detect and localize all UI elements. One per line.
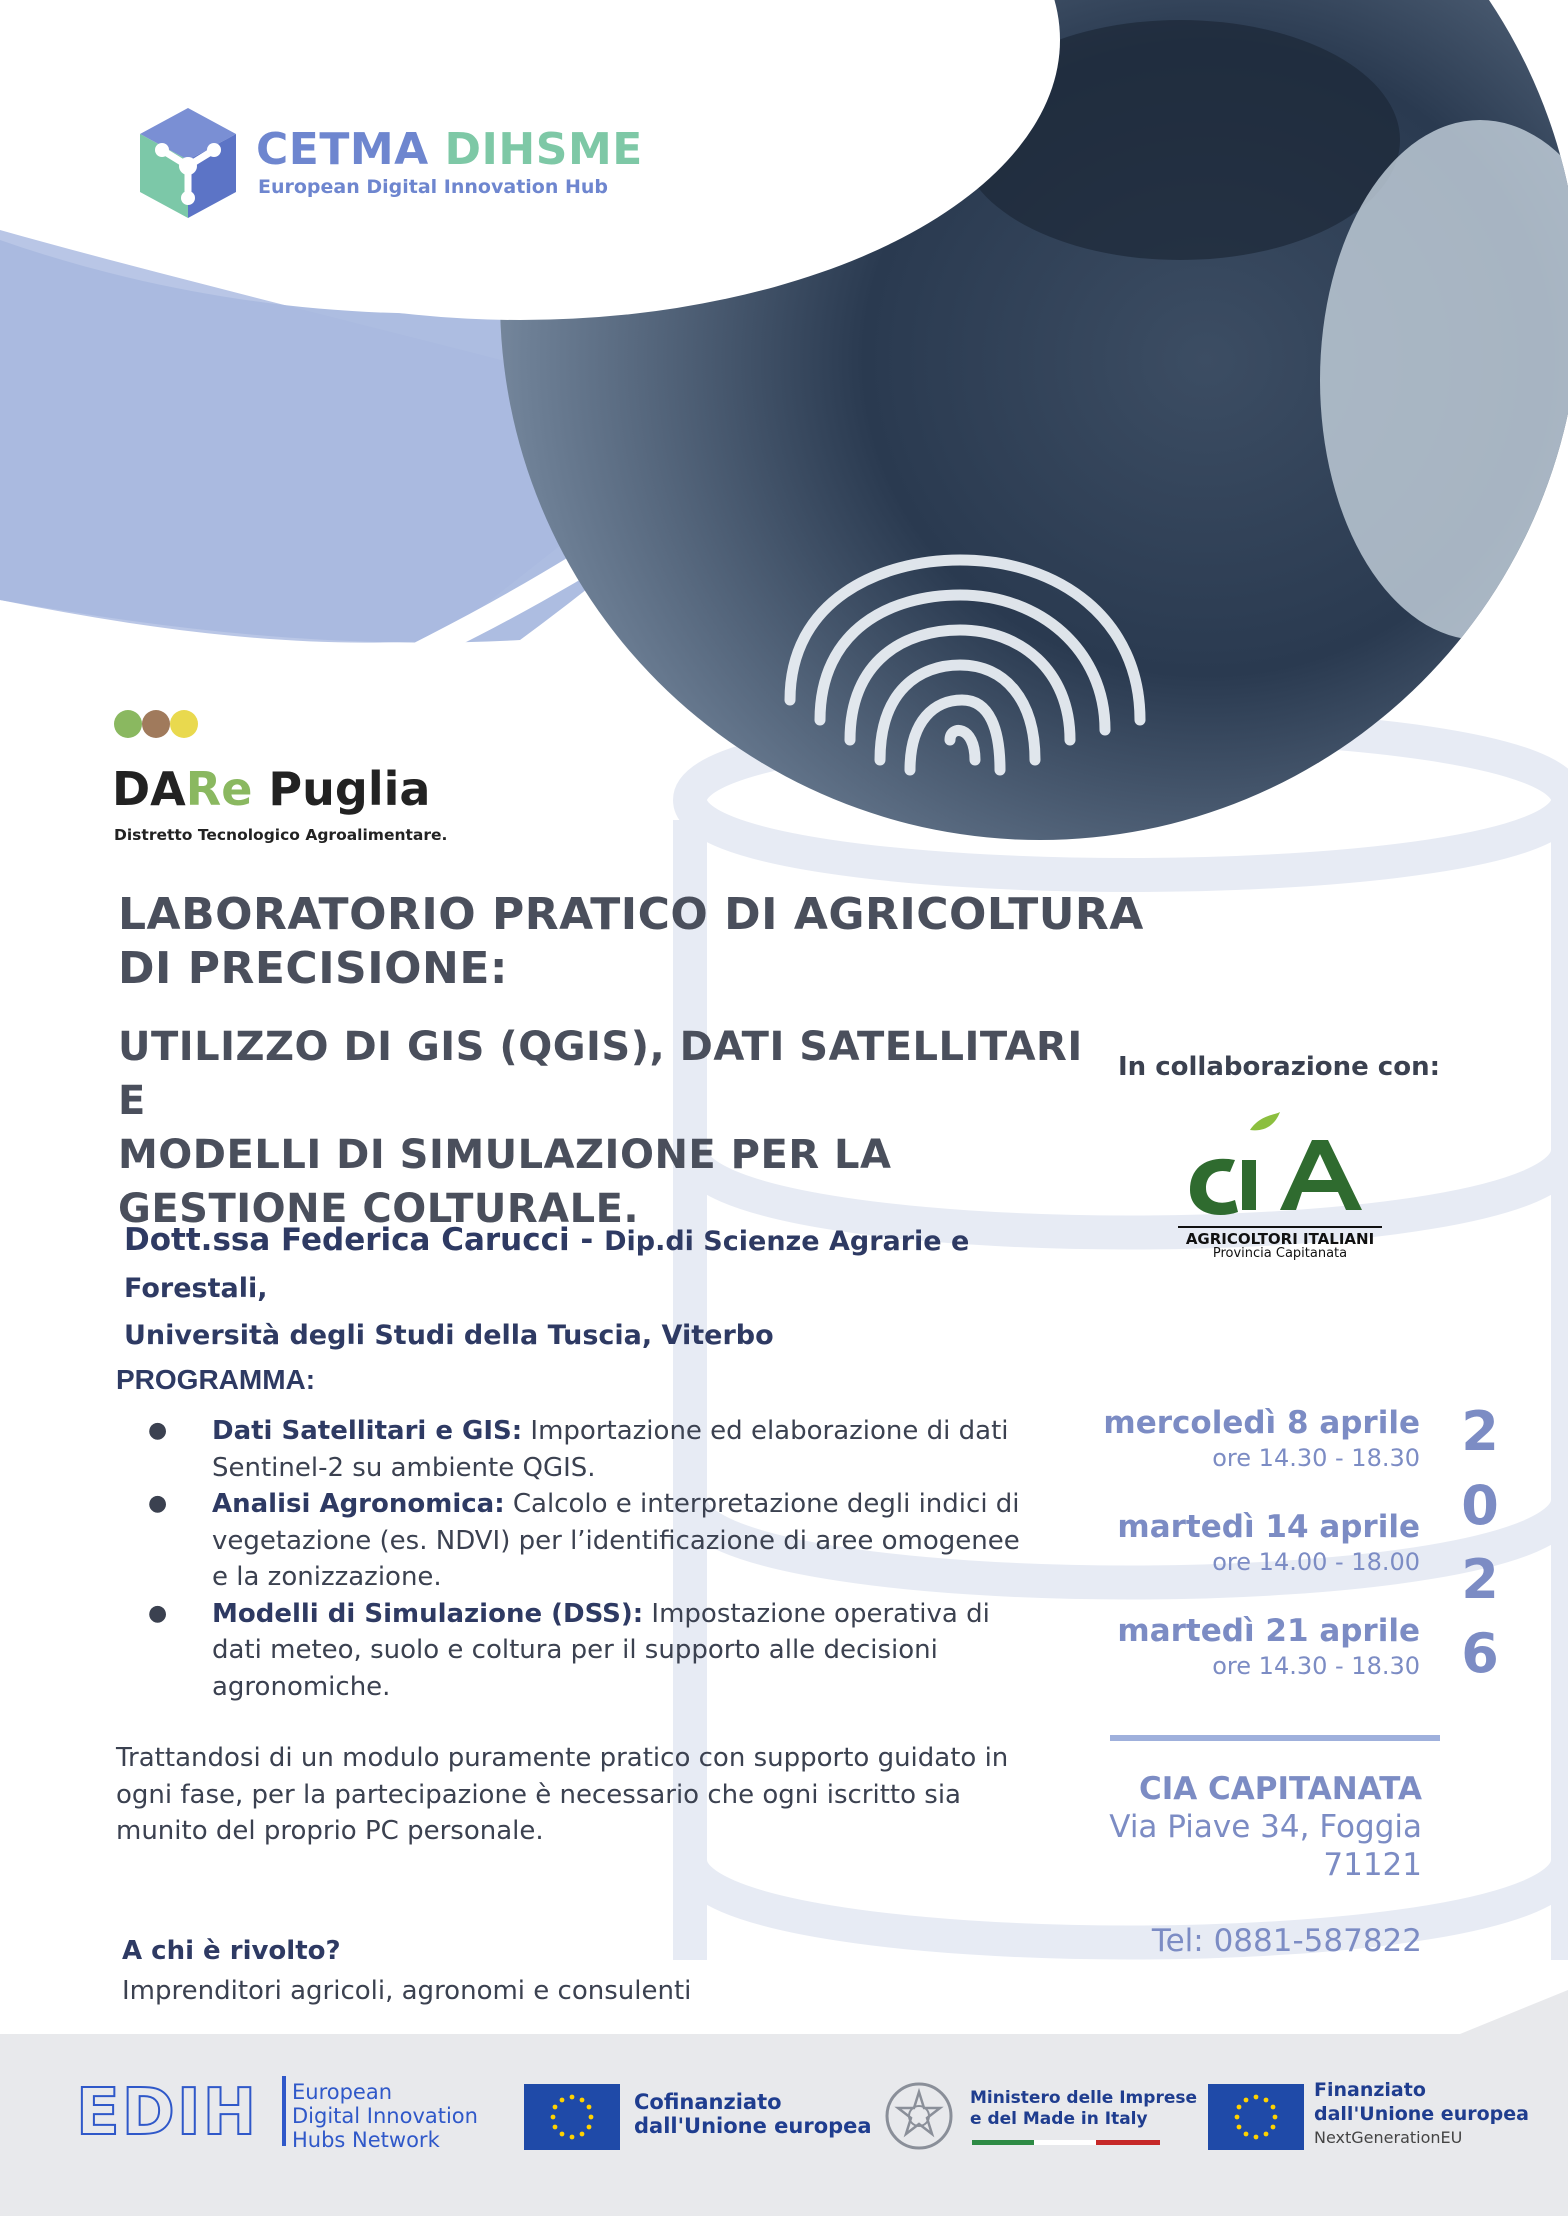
date-day: martedì 14 aprile <box>1117 1509 1420 1545</box>
italy-flag-stripe <box>972 2140 1160 2145</box>
venue-name: CIA CAPITANATA <box>1138 1771 1422 1807</box>
cia-logo <box>1180 1110 1380 1260</box>
audience-text: Imprenditori agricoli, agronomi e consulenti <box>122 1976 692 2006</box>
italy-emblem-icon <box>884 2078 954 2154</box>
venue-block <box>1109 1770 1422 1884</box>
schedule-date-3 <box>1117 1612 1420 1682</box>
venue-phone: Tel: 0881-587822 <box>1151 1923 1422 1959</box>
edih-text <box>292 2080 478 2152</box>
eu-flag-icon <box>1208 2084 1304 2150</box>
cia-leaf-icon <box>1180 1110 1380 1220</box>
date-day: mercoledì 8 aprile <box>1103 1405 1420 1441</box>
subtitle-line-2: MODELLI DI SIMULAZIONE PER LA <box>118 1132 892 1178</box>
year-digit: 2 <box>1461 1400 1499 1463</box>
program-item-title: Modelli di Simulazione (DSS): <box>212 1598 644 1629</box>
collaboration-label: In collaborazione con: <box>1117 1052 1440 1082</box>
list-item <box>140 1413 1020 1486</box>
requirements-note: Trattandosi di un modulo puramente pratico con supporto guidato in ogni fase, per la partecipazione è necessario che ogni iscritto sia munito del proprio PC personale. <box>116 1743 1009 1846</box>
divider <box>1110 1735 1440 1741</box>
schedule-date-2 <box>1117 1508 1420 1578</box>
dare-name-re: Re <box>185 762 253 816</box>
speaker-block <box>124 1218 1084 1358</box>
date-hours: ore 14.30 - 18.30 <box>1212 1444 1420 1472</box>
program-heading: PROGRAMMA: <box>116 1364 316 1395</box>
dare-name-da: DA <box>112 762 186 816</box>
finanziato-text <box>1314 2078 1529 2150</box>
program-item-text: Calcolo e interpretazione degli indici di vegetazione (es. NDVI) per l’identificazione di aree omogenee e la zonizzazione. <box>212 1489 1020 1592</box>
subtitle-line-1: UTILIZZO DI GIS (QGIS), DATI SATELLITARI E <box>118 1024 1083 1124</box>
year-digit: 6 <box>1461 1622 1499 1685</box>
dihsme-wordmark: DIHSME <box>444 124 643 175</box>
venue-zip: 71121 <box>1323 1847 1422 1883</box>
date-hours: ore 14.00 - 18.00 <box>1212 1548 1420 1576</box>
cofinanziato-text <box>634 2090 872 2138</box>
finanziato-line: dall'Unione europea <box>1314 2103 1529 2125</box>
date-hours: ore 14.30 - 18.30 <box>1212 1652 1420 1680</box>
cetma-cube-icon <box>136 106 240 220</box>
audience-heading: A chi è rivolto? <box>122 1936 341 1966</box>
page-title <box>118 888 1218 996</box>
program-item-title: Dati Satellitari e GIS: <box>212 1416 523 1446</box>
cofin-line: dall'Unione europea <box>634 2114 872 2138</box>
ministero-text <box>970 2088 1197 2130</box>
finanziato-line: Finanziato <box>1314 2079 1426 2101</box>
edih-logo: EDIH <box>76 2076 259 2150</box>
dare-dots-icon <box>112 708 202 740</box>
footer-logos <box>0 2034 1568 2216</box>
edih-text-line: European <box>292 2080 393 2104</box>
year-digit: 2 <box>1461 1548 1499 1611</box>
edih-text-line: Digital Innovation <box>292 2104 478 2128</box>
cia-line-1: AGRICOLTORI ITALIANI <box>1178 1226 1382 1248</box>
next-generation-eu: NextGenerationEU <box>1314 2128 1463 2147</box>
list-item <box>140 1486 1020 1596</box>
ministero-line: Ministero delle Imprese <box>970 2088 1198 2108</box>
schedule-date-1 <box>1103 1404 1420 1474</box>
cia-line-2: Provincia Capitanata <box>1212 1246 1348 1261</box>
edih-divider <box>282 2076 286 2146</box>
venue-street: Via Piave 34, Foggia <box>1109 1809 1422 1845</box>
speaker-university: Università degli Studi della Tuscia, Viterbo <box>124 1320 774 1351</box>
program-item-title: Analisi Agronomica: <box>212 1489 505 1519</box>
cetma-wordmark: CETMA <box>256 124 429 175</box>
speaker-name: Dott.ssa Federica Carucci - <box>124 1222 605 1258</box>
date-day: martedì 21 aprile <box>1117 1613 1420 1649</box>
subtitle-line-3: GESTIONE COLTURALE. <box>118 1186 640 1232</box>
cetma-subtitle: European Digital Innovation Hub <box>258 176 609 198</box>
cetma-logo <box>136 106 643 226</box>
dare-tagline: Distretto Tecnologico Agroalimentare. <box>114 826 448 844</box>
title-line-2: DI PRECISIONE: <box>118 943 509 994</box>
bullet-icon: ● <box>148 1418 168 1443</box>
dare-puglia-logo <box>112 708 452 848</box>
eu-flag-icon <box>524 2084 620 2150</box>
ministero-line: e del Made in Italy <box>970 2109 1148 2129</box>
program-item-text: Impostazione operativa di dati meteo, suolo e coltura per il supporto alle decisioni agronomiche. <box>212 1598 990 1702</box>
cofin-line: Cofinanziato <box>634 2090 782 2114</box>
bullet-icon: ● <box>148 1491 168 1516</box>
list-item <box>140 1596 1020 1706</box>
speaker-department: Dip.di Scienze Agrarie e Forestali, <box>124 1226 970 1304</box>
bullet-icon: ● <box>148 1600 168 1626</box>
year-digit: 0 <box>1461 1474 1499 1537</box>
dare-name-puglia: Puglia <box>252 762 431 816</box>
title-line-1: LABORATORIO PRATICO DI AGRICOLTURA <box>118 889 1144 940</box>
program-item-text: Importazione ed elaborazione di dati Sentinel-2 su ambiente QGIS. <box>212 1416 1009 1483</box>
program-list <box>140 1413 1020 1705</box>
edih-text-line: Hubs Network <box>292 2128 440 2152</box>
page-subtitle <box>118 1020 1118 1236</box>
